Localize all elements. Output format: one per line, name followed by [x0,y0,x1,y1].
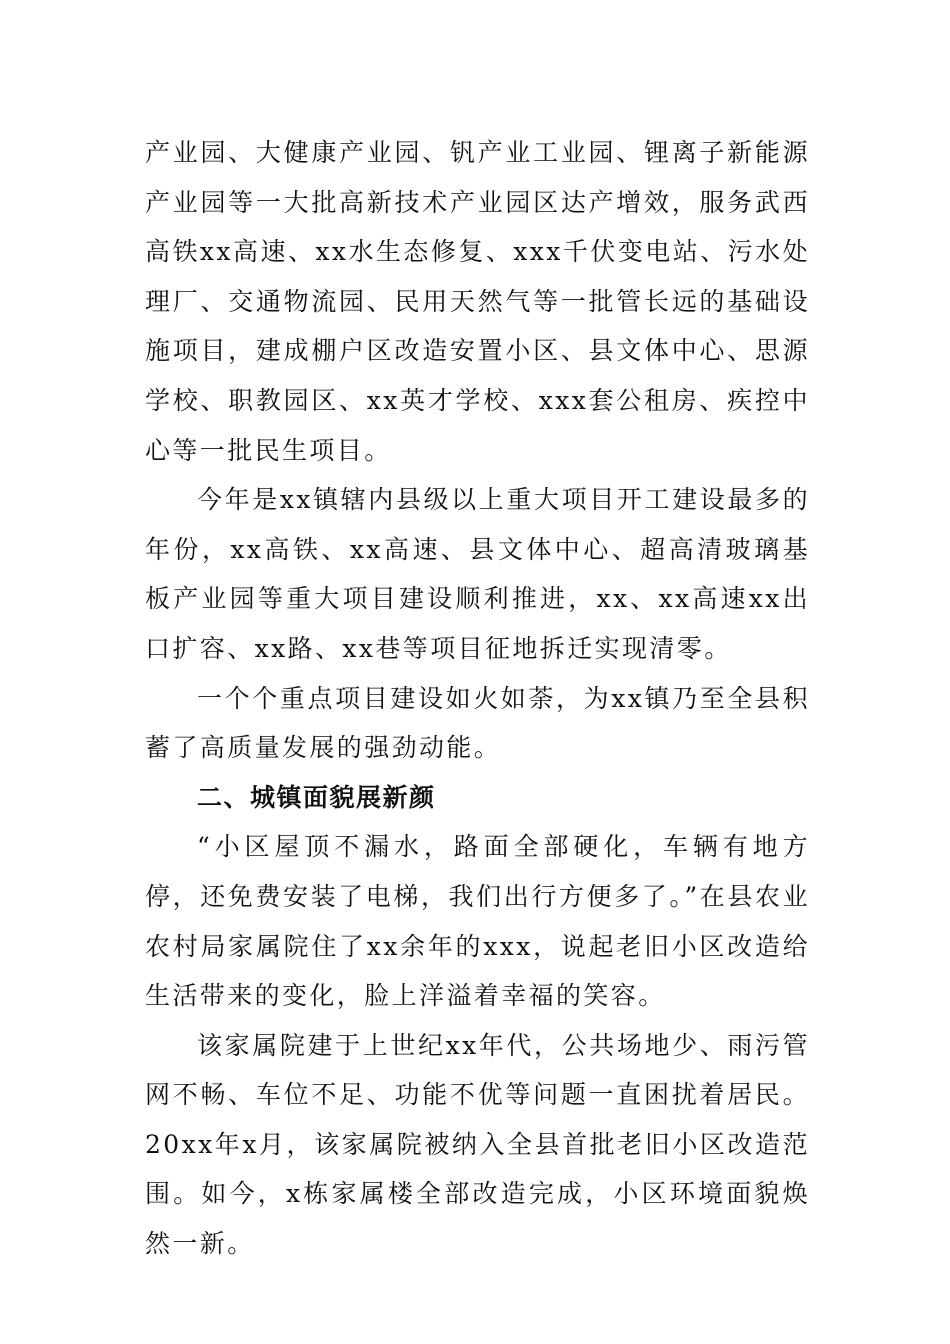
paragraph-resident-quote: “小区屋顶不漏水，路面全部硬化，车辆有地方停，还免费安装了电梯，我们出行方便多了。”在县农业农村局家属院住了xx余年的xxx，说起老旧小区改造给生活带来的变化，脸上洋溢着幸福的笑容。 [145,832,810,1011]
section-heading: 二、城镇面貌展新颜 [197,782,436,812]
paragraph-major-projects: 今年是xx镇辖内县级以上重大项目开工建设最多的年份，xx高铁、xx高速、县文体中心、超高清玻璃基板产业园等重大项目建设顺利推进，xx、xx高速xx出口扩容、xx路、xx巷等项目征地拆迁实现清零。 [145,485,810,663]
paragraph-momentum: 一个个重点项目建设如火如荼，为xx镇乃至全县积蓄了高质量发展的强劲动能。 [145,683,810,763]
paragraph-industrial-parks: 产业园、大健康产业园、钒产业工业园、锂离子新能源产业园等一大批高新技术产业园区达产增效，服务武西高铁xx高速、xx水生态修复、xxx千伏变电站、污水处理厂、交通物流园、民用天然气等一批管长远的基础设施项目，建成棚户区改造安置小区、县文体中心、思源学校、职教园区、xx英才学校、xxx套公租房、疾控中心等一批民生项目。 [145,138,810,465]
document-page [145,128,810,1269]
paragraph-renovation: 该家属院建于上世纪xx年代，公共场地少、雨污管网不畅、车位不足、功能不优等问题一直困扰着居民。20xx年x月，该家属院被纳入全县首批老旧小区改造范围。如今，x栋家属楼全部改造完成，小区环境面貌焕然一新。 [145,1030,810,1259]
